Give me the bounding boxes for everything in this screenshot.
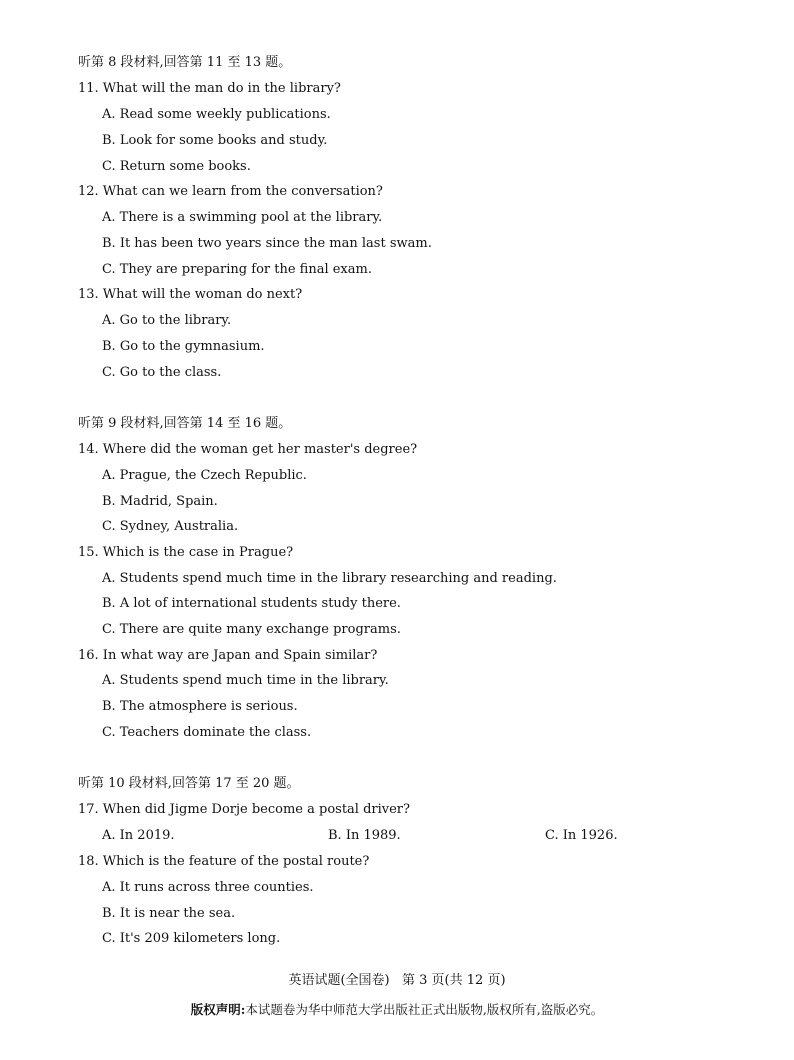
option-13a: A. Go to the library.	[102, 313, 232, 328]
option-17a: A. In 2019.	[102, 828, 175, 843]
option-18b: B. It is near the sea.	[102, 906, 236, 921]
page-footer: 英语试题(全国卷) 第 3 页(共 12 页)	[288, 973, 506, 988]
section-heading: 听第 8 段材料,回答第 11 至 13 题。	[78, 55, 292, 70]
option-13b: B. Go to the gymnasium.	[102, 339, 265, 354]
section-heading: 听第 9 段材料,回答第 14 至 16 题。	[78, 416, 292, 431]
option-16b: B. The atmosphere is serious.	[102, 699, 298, 714]
option-11b: B. Look for some books and study.	[102, 133, 328, 148]
option-12c: C. They are preparing for the final exam.	[102, 262, 372, 277]
question-17: 17. When did Jigme Dorje become a postal driver?	[78, 802, 410, 817]
option-14c: C. Sydney, Australia.	[102, 519, 239, 534]
option-18c: C. It's 209 kilometers long.	[102, 931, 281, 946]
option-12b: B. It has been two years since the man last swam.	[102, 236, 432, 251]
question-12: 12. What can we learn from the conversation?	[78, 184, 383, 199]
question-18: 18. Which is the feature of the postal route?	[78, 854, 370, 869]
option-14a: A. Prague, the Czech Republic.	[102, 468, 307, 483]
section-heading: 听第 10 段材料,回答第 17 至 20 题。	[78, 776, 300, 791]
question-16: 16. In what way are Japan and Spain similar?	[78, 648, 378, 663]
option-15b: B. A lot of international students study there.	[102, 596, 401, 611]
copyright-text: 本试题卷为华中师范大学出版社正式出版物,版权所有,盗版必究。	[245, 1002, 604, 1017]
copyright-label: 版权声明:	[190, 1002, 246, 1017]
option-11c: C. Return some books.	[102, 159, 251, 174]
option-14b: B. Madrid, Spain.	[102, 494, 218, 509]
option-12a: A. There is a swimming pool at the library.	[102, 210, 383, 225]
option-13c: C. Go to the class.	[102, 365, 222, 380]
question-14: 14. Where did the woman get her master's degree?	[78, 442, 418, 457]
option-17b: B. In 1989.	[328, 828, 401, 843]
question-13: 13. What will the woman do next?	[78, 287, 303, 302]
option-16a: A. Students spend much time in the library.	[102, 673, 389, 688]
option-17c: C. In 1926.	[545, 828, 618, 843]
option-16c: C. Teachers dominate the class.	[102, 725, 312, 740]
option-18a: A. It runs across three counties.	[102, 880, 314, 895]
copyright-notice	[0, 1002, 794, 1018]
option-15a: A. Students spend much time in the library researching and reading.	[102, 571, 557, 586]
option-15c: C. There are quite many exchange programs.	[102, 622, 401, 637]
question-15: 15. Which is the case in Prague?	[78, 545, 294, 560]
option-11a: A. Read some weekly publications.	[102, 107, 331, 122]
question-11: 11. What will the man do in the library?	[78, 81, 341, 96]
